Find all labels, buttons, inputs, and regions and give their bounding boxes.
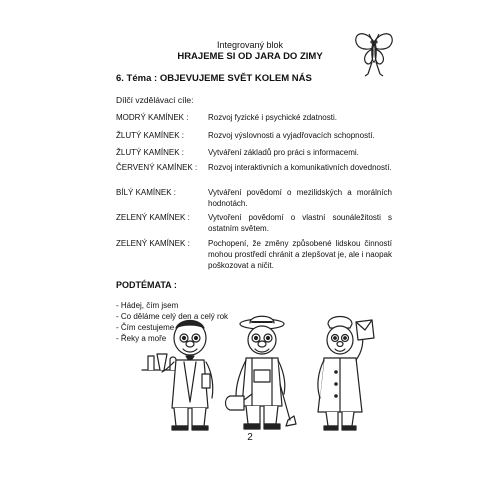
block-subtitle: Integrovaný blok: [216, 40, 284, 50]
page-header: [150, 40, 350, 63]
butterfly-icon: [352, 28, 396, 78]
goal-label: ČERVENÝ KAMÍNEK :: [116, 163, 198, 172]
goal-text: Rozvoj interaktivních a komunikativních dovedností.: [208, 163, 392, 172]
page-number: 2: [247, 432, 253, 443]
subtopic-item: - Hádej, čím jsem: [116, 301, 179, 310]
goal-text: Vytvoření povědomí o vlastní sounáležitosti s ostatním světem.: [208, 213, 392, 233]
postwoman-figure: [306, 312, 378, 432]
goal-text: Pochopení, že změny způsobené lidskou činností mohou prostředí chránit a zlepšovat je, ale i naopak poškozovat a ničit.: [208, 239, 392, 270]
goal-text: Rozvoj fyzické i psychické zdatnosti.: [208, 113, 337, 122]
goals-heading: Dílčí vzdělávací cíle:: [116, 95, 194, 105]
block-title: HRAJEME SI OD JARA DO ZIMY: [177, 51, 323, 62]
goal-text: Vytváření povědomí o mezilidských a morálních hodnotách.: [208, 188, 392, 208]
goal-text: Rozvoj výslovnosti a vyjadřovacích schopností.: [208, 131, 375, 140]
subtopic-item: - Čím cestujeme: [116, 323, 175, 332]
goal-label: BÍLÝ KAMÍNEK :: [116, 188, 177, 197]
goal-label: ZELENÝ KAMÍNEK :: [116, 239, 190, 248]
topic-heading: 6. Téma : OBJEVUJEME SVĚT KOLEM NÁS: [116, 73, 312, 84]
subtopics-heading: PODTÉMATA :: [116, 280, 177, 290]
waiter-figure: [140, 312, 228, 432]
goal-label: ŽLUTÝ KAMÍNEK :: [116, 131, 185, 140]
goal-text: Vytváření základů pro práci s informacemi.: [208, 148, 359, 157]
subtopic-item: - Řeky a moře: [116, 334, 167, 343]
subtopic-item: - Co děláme celý den a celý rok: [116, 312, 229, 321]
goal-label: MODRÝ KAMÍNEK :: [116, 113, 189, 122]
goal-label: ZELENÝ KAMÍNEK :: [116, 213, 190, 222]
goal-label: ŽLUTÝ KAMÍNEK :: [116, 148, 185, 157]
gardener-figure: [222, 312, 302, 432]
